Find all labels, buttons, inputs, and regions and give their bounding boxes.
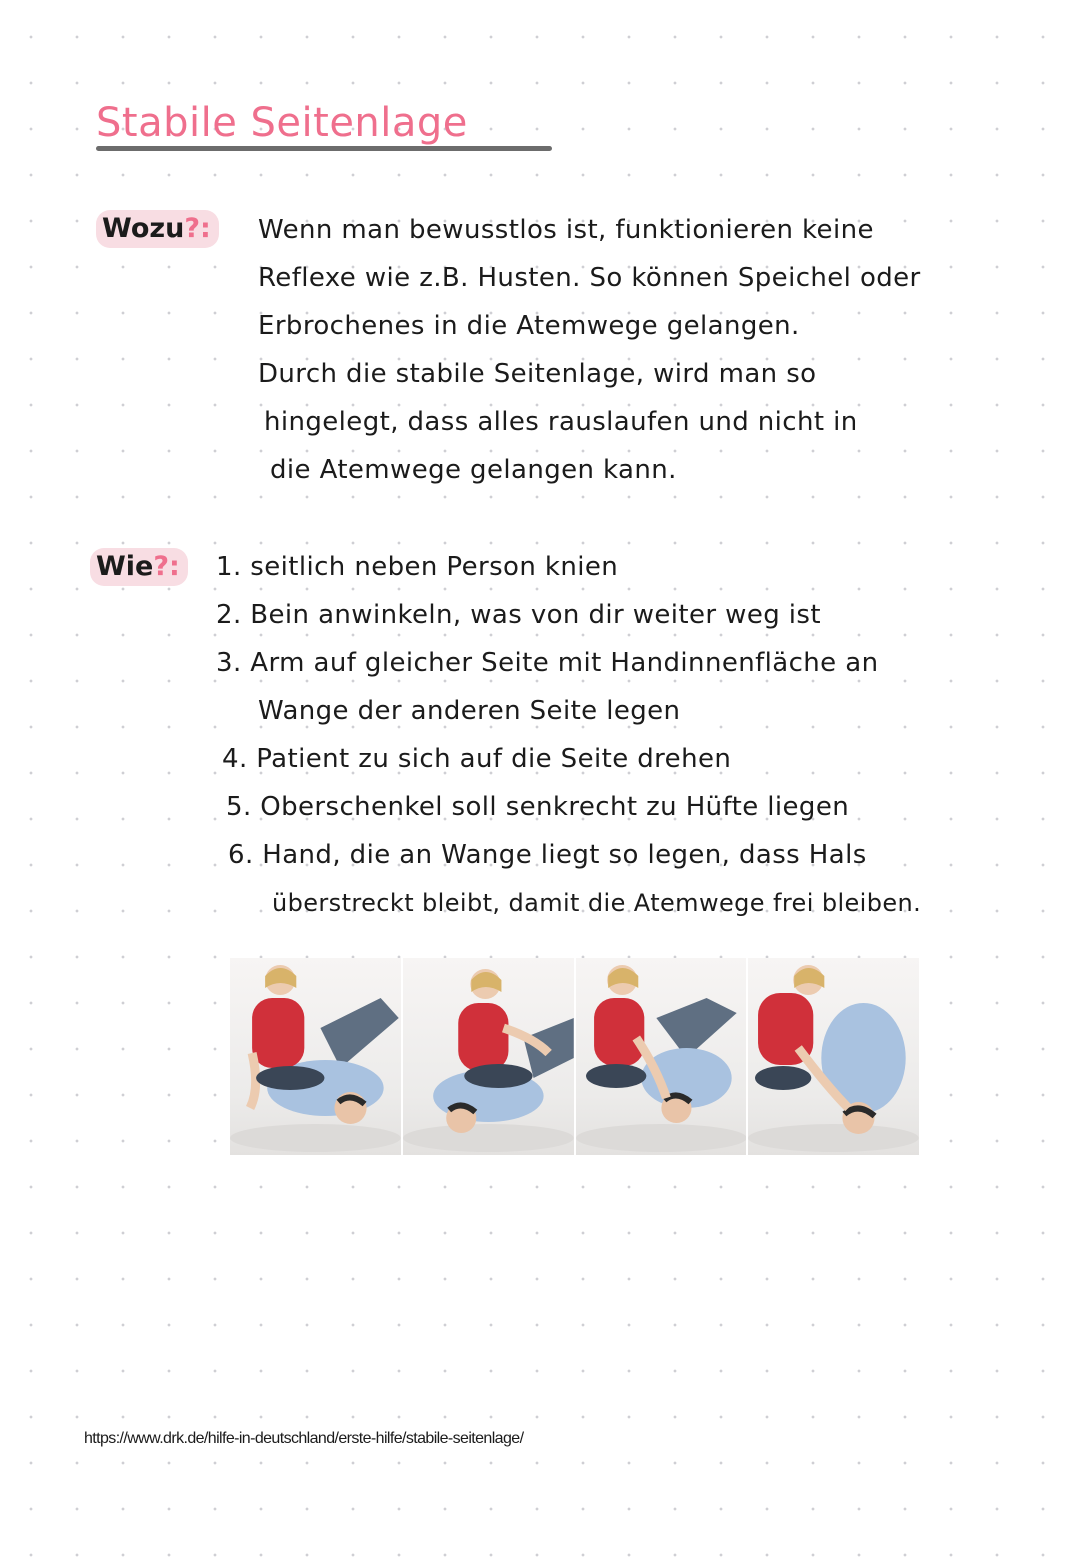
photo-step-4 — [748, 958, 919, 1155]
wie-label-text: Wie — [96, 551, 154, 582]
wozu-line-6: die Atemwege gelangen kann. — [270, 455, 677, 485]
photo-strip — [230, 958, 919, 1155]
wie-step-2: 2. Bein anwinkeln, was von dir weiter weg ist — [216, 600, 821, 630]
photo-step-2 — [403, 958, 576, 1155]
photo-step-1 — [230, 958, 403, 1155]
wie-label — [90, 548, 188, 586]
wie-step-6-cont: überstreckt bleibt, damit die Atemwege frei bleiben. — [272, 889, 922, 917]
wie-label-mark: ?: — [153, 551, 180, 582]
wozu-label-text: Wozu — [102, 213, 185, 244]
source-url: https://www.drk.de/hilfe-in-deutschland/erste-hilfe/stabile-seitenlage/ — [84, 1430, 524, 1447]
wozu-label-mark: ?: — [184, 213, 211, 244]
wie-step-5: 5. Oberschenkel soll senkrecht zu Hüfte liegen — [226, 792, 850, 822]
wozu-line-4: Durch die stabile Seitenlage, wird man so — [258, 359, 817, 389]
wozu-line-5: hingelegt, dass alles rauslaufen und nicht in — [264, 407, 858, 437]
wozu-label — [96, 210, 219, 248]
wozu-line-1: Wenn man bewusstlos ist, funktionieren keine — [258, 215, 874, 245]
wozu-line-3: Erbrochenes in die Atemwege gelangen. — [258, 311, 800, 341]
wie-step-1: 1. seitlich neben Person knien — [216, 552, 619, 582]
page-title: Stabile Seitenlage — [96, 100, 468, 146]
wozu-line-2: Reflexe wie z.B. Husten. So können Speichel oder — [258, 263, 921, 293]
wie-step-4: 4. Patient zu sich auf die Seite drehen — [222, 744, 732, 774]
wie-step-3-cont: Wange der anderen Seite legen — [258, 696, 681, 726]
title-underline — [96, 146, 552, 151]
photo-step-3 — [576, 958, 749, 1155]
wie-step-6: 6. Hand, die an Wange liegt so legen, dass Hals — [228, 840, 867, 870]
wie-step-3: 3. Arm auf gleicher Seite mit Handinnenfläche an — [216, 648, 879, 678]
